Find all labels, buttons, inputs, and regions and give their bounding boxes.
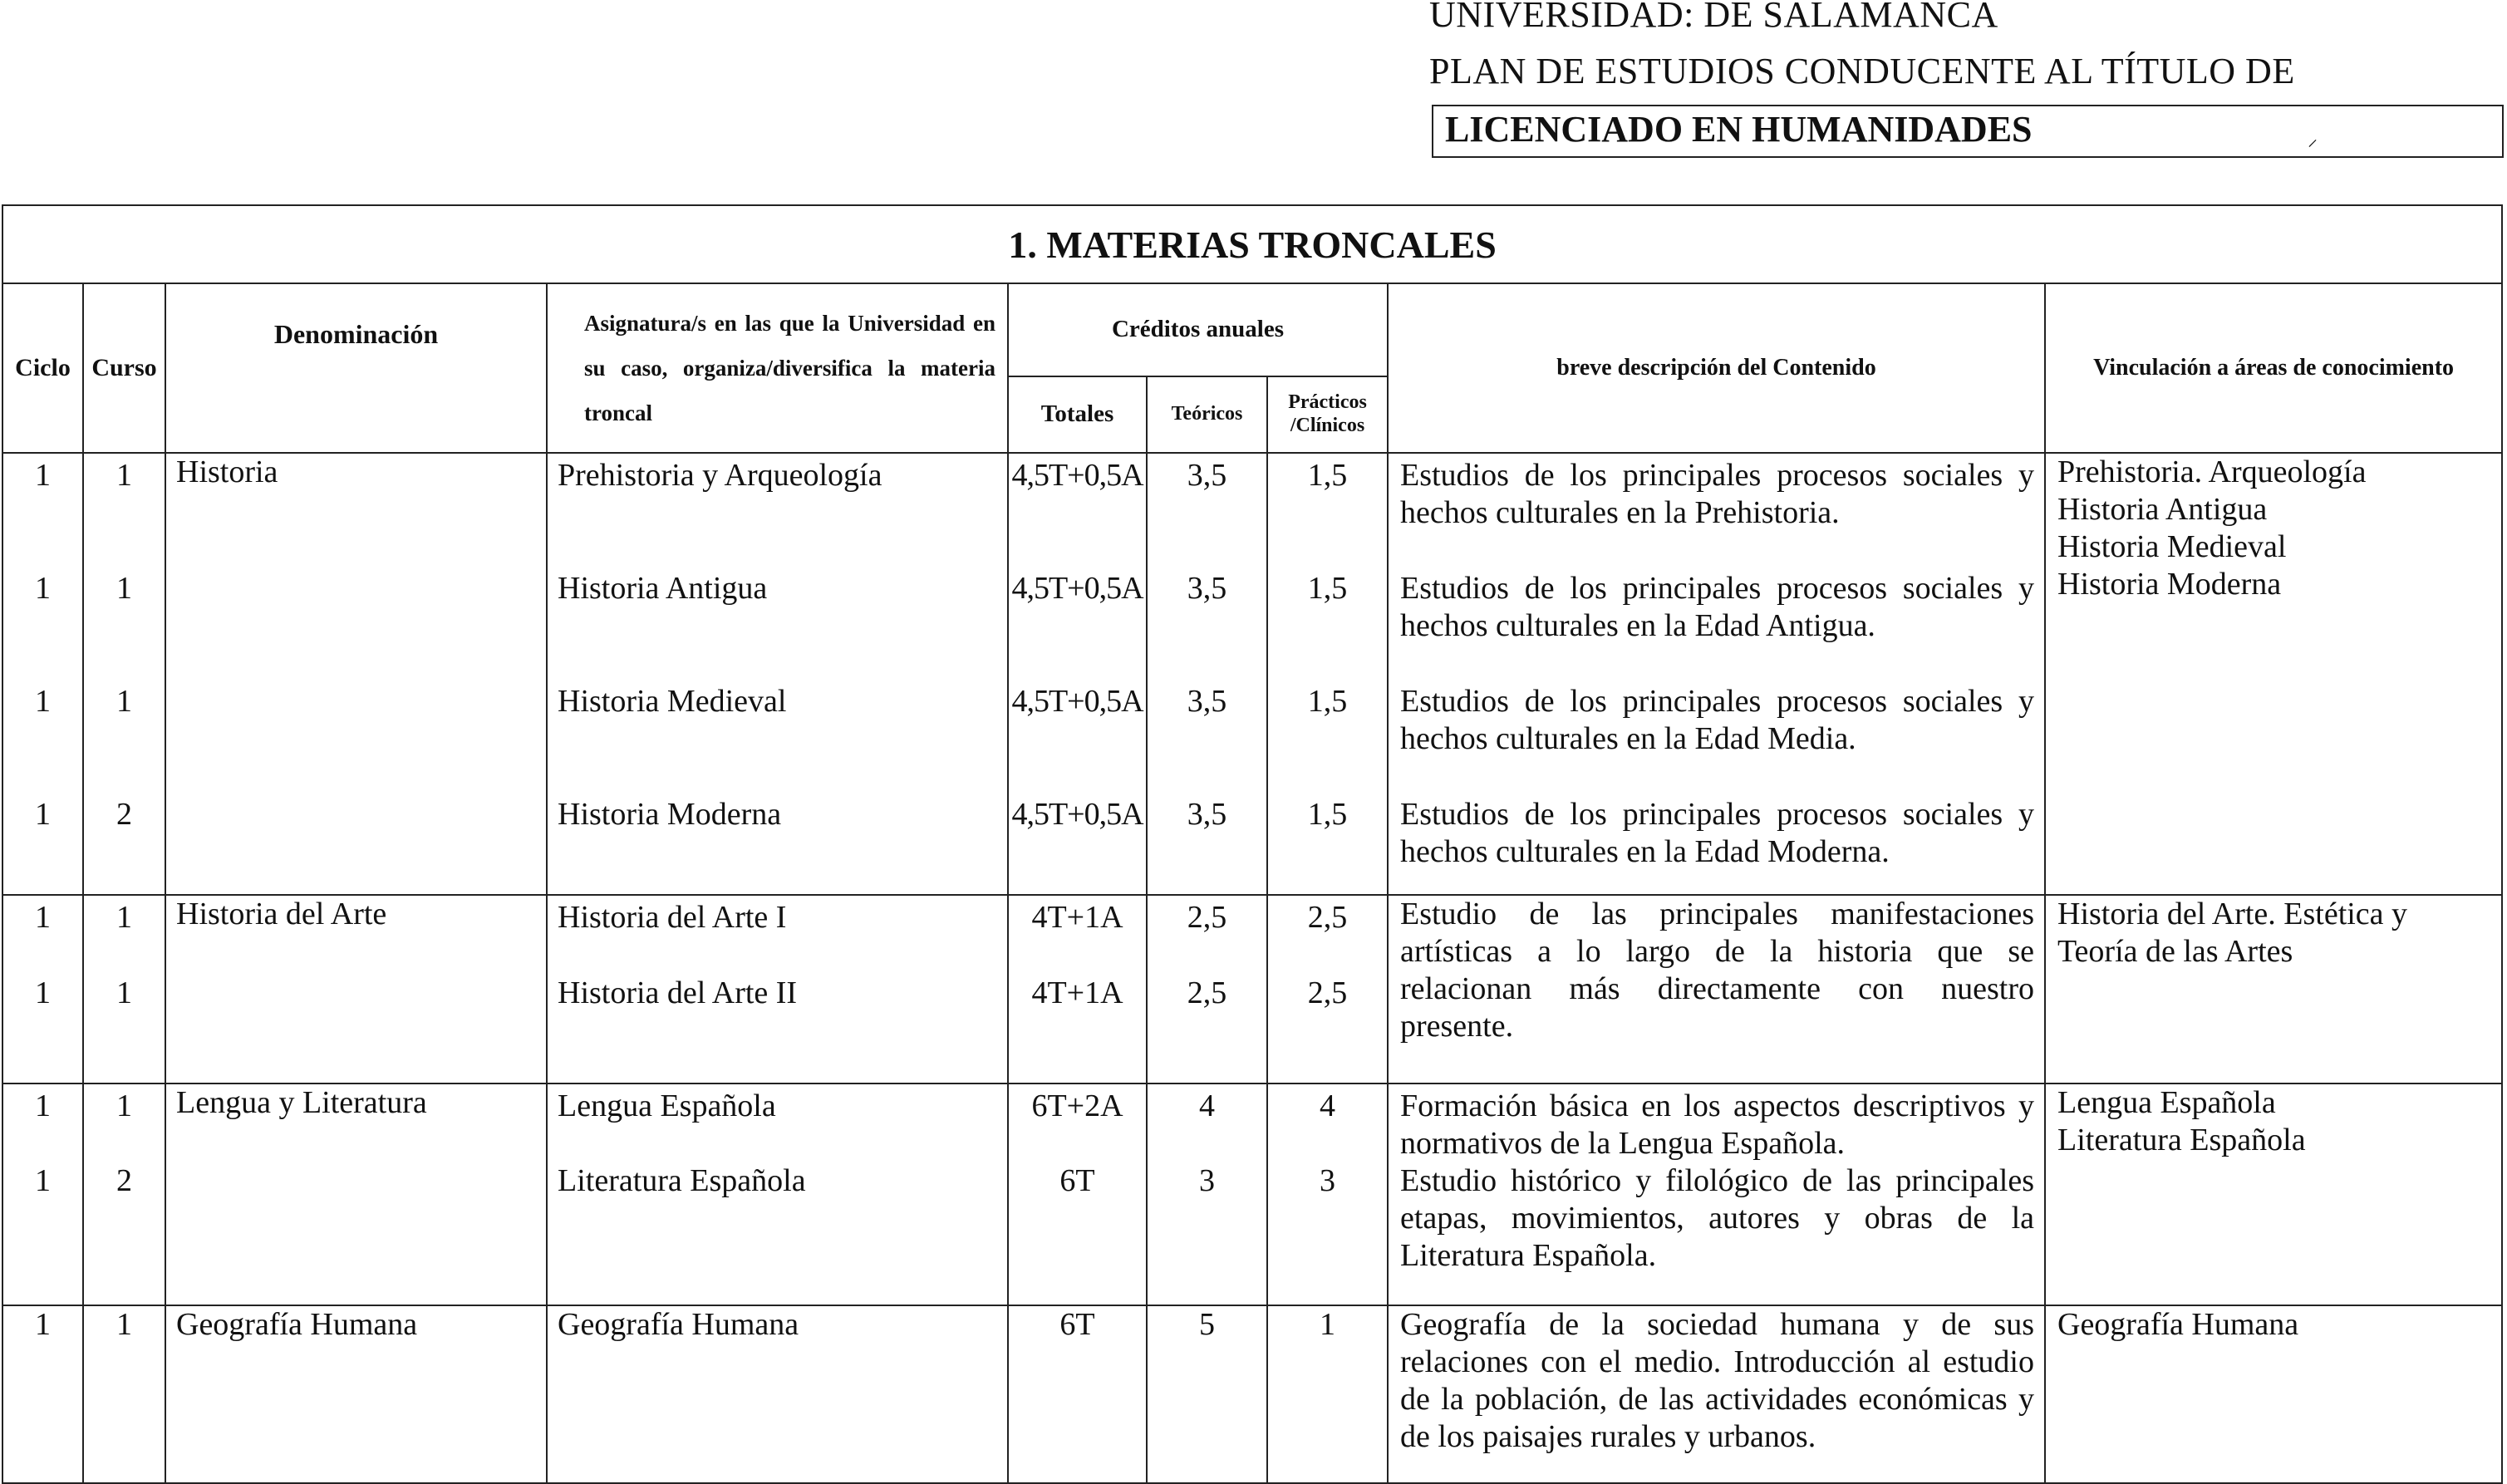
vinculacion-cell	[2045, 1084, 2502, 1305]
curso-value: 1	[116, 975, 132, 1010]
ciclo-value: 1	[35, 797, 51, 832]
ciclo-value: 1	[35, 458, 51, 493]
teoricos-cell: 5	[1147, 1305, 1267, 1483]
totales-value: 4T+1A	[1031, 975, 1123, 1010]
denominacion-cell: Lengua y Literatura	[165, 1084, 547, 1305]
asignatura-value: Historia Moderna	[558, 797, 782, 832]
teoricos-value: 4	[1199, 1088, 1215, 1123]
ciclo-cell	[2, 1084, 83, 1305]
asignatura-value: Literatura Española	[558, 1163, 806, 1198]
teoricos-cell	[1147, 1084, 1267, 1305]
teoricos-cell	[1147, 453, 1267, 895]
col-teoricos: Teóricos	[1147, 376, 1267, 453]
ciclo-cell	[2, 453, 83, 895]
teoricos-value: 3,5	[1187, 571, 1227, 606]
denominacion-cell: Geografía Humana	[165, 1305, 547, 1483]
group-geografia-humana	[2, 1305, 2502, 1483]
col-practicos: Prácticos /Clínicos	[1267, 376, 1388, 453]
denominacion-cell: Historia	[165, 453, 547, 895]
vinculacion-value: Lengua Española	[2057, 1085, 2276, 1120]
practicos-cell	[1267, 453, 1388, 895]
curso-value: 1	[116, 1088, 132, 1123]
degree-title-box	[1432, 105, 2504, 158]
asignatura-value: Historia del Arte I	[558, 900, 787, 935]
asignatura-value: Historia del Arte II	[558, 975, 798, 1010]
vinculacion-value: Prehistoria. Arqueología	[2057, 455, 2367, 489]
group-historia	[2, 453, 2502, 895]
totales-value: 6T	[1059, 1163, 1095, 1198]
ciclo-value: 1	[35, 571, 51, 606]
asignatura-value: Lengua Española	[558, 1088, 776, 1123]
descripcion-cell: Geografía de la sociedad humana y de sus relaciones con el medio. Introducción al estudio de la población, de las actividades económicas y de los paisajes rurales y urbanos.	[1388, 1305, 2045, 1483]
curso-cell	[83, 453, 165, 895]
curso-cell	[83, 1084, 165, 1305]
teoricos-value: 3,5	[1187, 797, 1227, 832]
vinculacion-cell: Geografía Humana	[2045, 1305, 2502, 1483]
teoricos-value: 2,5	[1187, 975, 1227, 1010]
practicos-value: 1,5	[1307, 797, 1348, 832]
asignatura-cell	[547, 1084, 1008, 1305]
descripcion-value: Estudios de los principales procesos sociales y hechos culturales en la Edad Moderna.	[1400, 797, 2034, 869]
totales-value: 4T+1A	[1031, 900, 1123, 935]
asignatura-value: Historia Antigua	[558, 571, 768, 606]
teoricos-cell	[1147, 895, 1267, 1084]
ciclo-cell: 1	[2, 1305, 83, 1483]
ciclo-value: 1	[35, 684, 51, 719]
totales-cell	[1008, 895, 1147, 1084]
curso-value: 1	[116, 571, 132, 606]
totales-value: 4,5T+0,5A	[1011, 458, 1143, 493]
teoricos-value: 3,5	[1187, 458, 1227, 493]
ciclo-value: 1	[35, 900, 51, 935]
vinculacion-cell	[2045, 453, 2502, 895]
col-denominacion: Denominación	[165, 283, 547, 453]
descripcion-cell: Estudio de las principales manifestaciones artísticas a lo largo de la historia que se relacionan más directamente con nuestro presente.	[1388, 895, 2045, 1084]
totales-value: 4,5T+0,5A	[1011, 797, 1143, 832]
practicos-cell	[1267, 1084, 1388, 1305]
descripcion-value: Formación básica en los aspectos descriptivos y normativos de la Lengua Española.	[1400, 1088, 2034, 1161]
asignatura-value: Historia Medieval	[558, 684, 787, 719]
totales-cell	[1008, 1084, 1147, 1305]
degree-title: LICENCIADO EN HUMANIDADES	[1445, 109, 2033, 150]
curso-value: 2	[116, 1163, 132, 1198]
vinculacion-value: Historia Medieval	[2057, 529, 2287, 564]
asignatura-cell: Geografía Humana	[547, 1305, 1008, 1483]
group-historia-arte	[2, 895, 2502, 1084]
asignatura-value: Prehistoria y Arqueología	[558, 458, 882, 493]
ciclo-value: 1	[35, 1163, 51, 1198]
asignatura-cell	[547, 895, 1008, 1084]
descripcion-cell	[1388, 453, 2045, 895]
pen-mark-icon: ⸝	[2308, 129, 2318, 150]
practicos-value: 2,5	[1307, 975, 1348, 1010]
descripcion-value: Estudio histórico y filológico de las principales etapas, movimientos, autores y obras de la Literatura Española.	[1400, 1163, 2034, 1273]
totales-value: 4,5T+0,5A	[1011, 571, 1143, 606]
teoricos-value: 2,5	[1187, 900, 1227, 935]
practicos-cell	[1267, 895, 1388, 1084]
vinculacion-value: Literatura Española	[2057, 1123, 2306, 1157]
col-totales: Totales	[1008, 376, 1147, 453]
plan-line: PLAN DE ESTUDIOS CONDUCENTE AL TÍTULO DE	[1429, 51, 2295, 91]
curso-value: 1	[116, 900, 132, 935]
practicos-value: 3	[1320, 1163, 1335, 1198]
ciclo-value: 1	[35, 975, 51, 1010]
teoricos-value: 3,5	[1187, 684, 1227, 719]
materias-troncales-table	[2, 204, 2503, 1484]
practicos-value: 1,5	[1307, 684, 1348, 719]
descripcion-cell	[1388, 1084, 2045, 1305]
practicos-value: 1,5	[1307, 458, 1348, 493]
totales-value: 6T+2A	[1031, 1088, 1123, 1123]
col-curso: Curso	[83, 283, 165, 453]
vinculacion-cell: Historia del Arte. Estética y Teoría de las Artes	[2045, 895, 2502, 1084]
descripcion-value: Estudios de los principales procesos sociales y hechos culturales en la Prehistoria.	[1400, 458, 2034, 530]
denominacion-cell: Historia del Arte	[165, 895, 547, 1084]
descripcion-value: Estudios de los principales procesos sociales y hechos culturales en la Edad Antigua.	[1400, 571, 2034, 643]
section-title: 1. MATERIAS TRONCALES	[2, 205, 2502, 283]
col-creditos: Créditos anuales	[1008, 283, 1388, 376]
teoricos-value: 3	[1199, 1163, 1215, 1198]
col-ciclo: Ciclo	[2, 283, 83, 453]
totales-cell	[1008, 453, 1147, 895]
descripcion-value: Estudios de los principales procesos sociales y hechos culturales en la Edad Media.	[1400, 684, 2034, 756]
curso-value: 1	[116, 458, 132, 493]
curso-cell	[83, 895, 165, 1084]
practicos-cell: 1	[1267, 1305, 1388, 1483]
col-descripcion: breve descripción del Contenido	[1388, 283, 2045, 453]
curso-value: 2	[116, 797, 132, 832]
col-vinculacion: Vinculación a áreas de conocimiento	[2045, 283, 2502, 453]
ciclo-cell	[2, 895, 83, 1084]
col-asignatura: Asignatura/s en las que la Universidad en su caso, organiza/diversifica la materia troncal	[547, 283, 1008, 453]
curso-value: 1	[116, 684, 132, 719]
group-lengua-literatura	[2, 1084, 2502, 1305]
university-line: UNIVERSIDAD: DE SALAMANCA	[1429, 0, 1998, 35]
totales-value: 4,5T+0,5A	[1011, 684, 1143, 719]
vinculacion-value: Historia Antigua	[2057, 492, 2268, 527]
curso-cell: 1	[83, 1305, 165, 1483]
asignatura-cell	[547, 453, 1008, 895]
totales-cell: 6T	[1008, 1305, 1147, 1483]
practicos-value: 4	[1320, 1088, 1335, 1123]
practicos-value: 2,5	[1307, 900, 1348, 935]
vinculacion-value: Historia Moderna	[2057, 567, 2282, 602]
practicos-value: 1,5	[1307, 571, 1348, 606]
ciclo-value: 1	[35, 1088, 51, 1123]
